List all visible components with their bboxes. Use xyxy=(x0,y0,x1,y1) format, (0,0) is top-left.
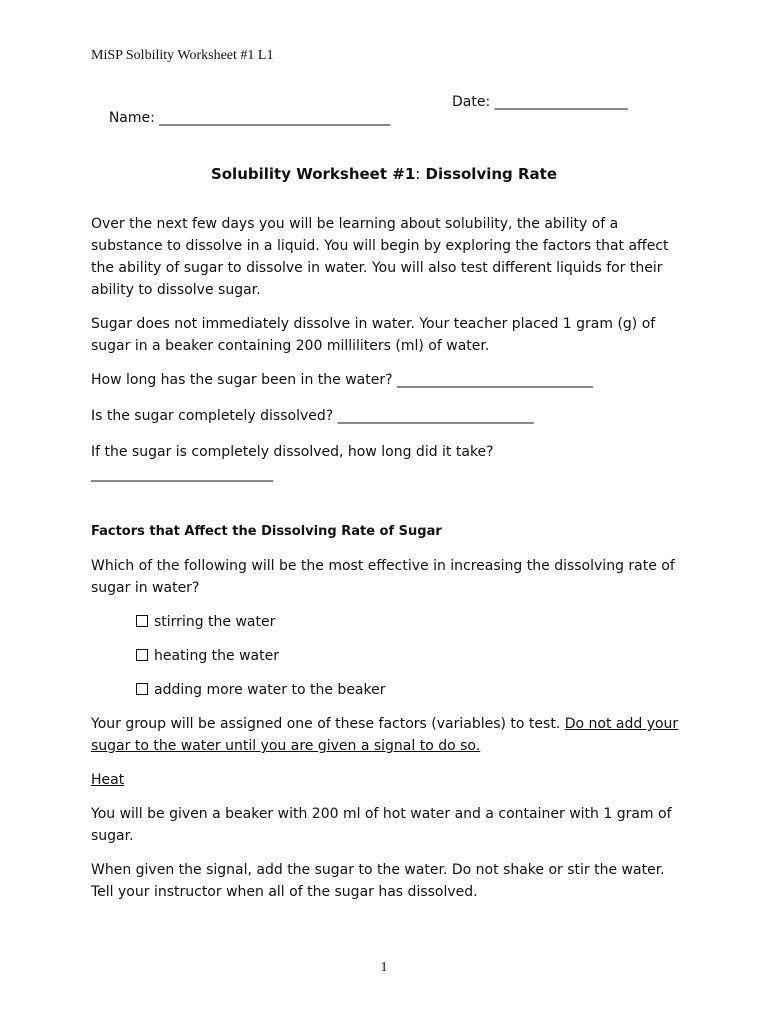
factors-heading: Factors that Affect the Dissolving Rate of Sugar xyxy=(91,524,442,539)
heat-paragraph-2: When given the signal, add the sugar to the water. Do not shake or stir the water. Tell your instructor when all of the sugar has dissolved. xyxy=(91,862,665,900)
option-adding-water xyxy=(136,679,691,701)
factors-prompt: Which of the following will be the most effective in increasing the dissolving rate of sugar in water? xyxy=(91,558,675,596)
option-label: heating the water xyxy=(154,648,279,664)
date-field: Date: ___________________ xyxy=(452,94,628,110)
document-label: MiSP Solbility Worksheet #1 L1 xyxy=(91,48,274,63)
checkbox-icon xyxy=(136,683,148,695)
assignment-warning: Do not add your sugar to the water until you are given a signal to do so. xyxy=(91,716,679,754)
worksheet-title xyxy=(0,165,768,183)
assignment-paragraph xyxy=(91,713,691,757)
title-main: Solubility Worksheet #1 xyxy=(210,165,416,183)
title-colon: : xyxy=(415,165,421,183)
intro-paragraph: Over the next few days you will be learning about solubility, the ability of a substance to dissolve in a liquid. You will begin by exploring the factors that affect the ability of sugar to dissolve in water. You will also test different liquids for their ability to dissolve sugar. xyxy=(91,216,669,298)
heat-paragraph-1: You will be given a beaker with 200 ml of hot water and a container with 1 gram of sugar. xyxy=(91,806,672,844)
question-time-in-water: How long has the sugar been in the water? ____________________________ xyxy=(91,372,593,388)
checkbox-icon xyxy=(136,649,148,661)
page-number: 1 xyxy=(380,960,388,975)
answer-blank: __________________________ xyxy=(91,466,273,482)
option-stirring xyxy=(136,611,691,633)
option-label: adding more water to the beaker xyxy=(154,682,386,698)
option-label: stirring the water xyxy=(154,614,276,630)
title-rest: Dissolving Rate xyxy=(420,165,558,183)
worksheet-body xyxy=(91,213,691,903)
heat-heading xyxy=(91,769,691,791)
option-heating xyxy=(136,645,691,667)
assignment-text: Your group will be assigned one of these factors (variables) to test. xyxy=(91,716,565,732)
name-field: Name: _________________________________ xyxy=(108,110,391,126)
name-date-row xyxy=(91,94,691,158)
heat-heading-label: Heat xyxy=(91,772,125,788)
sugar-paragraph: Sugar does not immediately dissolve in water. Your teacher placed 1 gram (g) of sugar in a beaker containing 200 milliliters (ml) of water. xyxy=(91,316,656,354)
checkbox-icon xyxy=(136,615,148,627)
question-how-long: If the sugar is completely dissolved, how long did it take? xyxy=(91,444,494,460)
question-completely-dissolved: Is the sugar completely dissolved? ____________________________ xyxy=(91,408,534,424)
